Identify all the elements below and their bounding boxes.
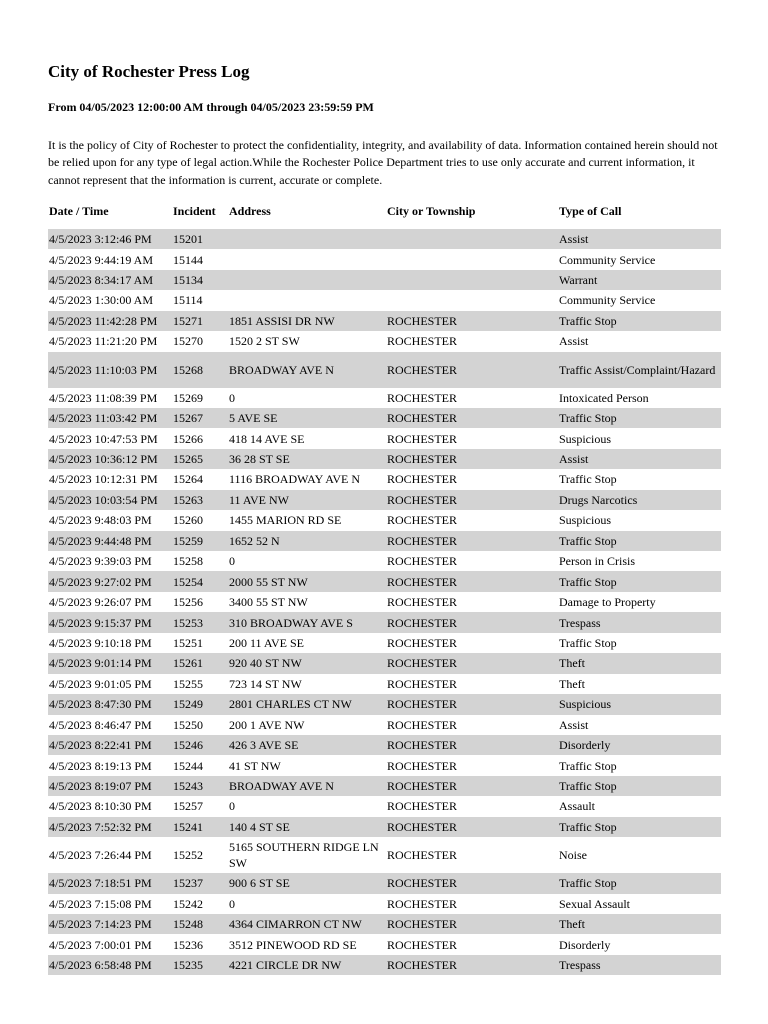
table-row xyxy=(48,755,721,775)
cell-address: 310 BROADWAY AVE S xyxy=(228,612,386,632)
cell-date-time: 4/5/2023 10:47:53 PM xyxy=(49,431,158,446)
table-row xyxy=(48,715,721,735)
cell-type-of-call: Traffic Stop xyxy=(559,758,617,773)
column-header-date-time: Date / Time xyxy=(49,204,109,219)
table-row xyxy=(48,331,721,351)
table-row xyxy=(48,449,721,469)
cell-incident: 15243 xyxy=(172,776,228,796)
table-row xyxy=(48,817,721,837)
cell-address: 1455 MARION RD SE xyxy=(229,513,342,528)
cell-incident: 15235 xyxy=(172,955,228,975)
cell-date-time: 4/5/2023 3:12:46 PM xyxy=(48,229,172,249)
table-row xyxy=(48,510,721,530)
cell-city: ROCHESTER xyxy=(387,896,458,911)
cell-city: ROCHESTER xyxy=(386,735,558,755)
cell-date-time: 4/5/2023 9:15:37 PM xyxy=(48,612,172,632)
cell-city: ROCHESTER xyxy=(386,694,558,714)
cell-address: BROADWAY AVE N xyxy=(228,352,386,388)
cell-incident: 15264 xyxy=(173,472,203,487)
table-header-row xyxy=(48,195,721,229)
cell-address: 200 11 AVE SE xyxy=(229,635,305,650)
table-row xyxy=(48,914,721,934)
cell-type-of-call: Theft xyxy=(559,676,585,691)
cell-city: ROCHESTER xyxy=(386,817,558,837)
table-row xyxy=(48,428,721,448)
cell-city: ROCHESTER xyxy=(386,311,558,331)
cell-date-time: 4/5/2023 11:08:39 PM xyxy=(49,390,158,405)
cell-city: ROCHESTER xyxy=(386,571,558,591)
cell-type-of-call: Trespass xyxy=(558,612,721,632)
cell-address: 418 14 AVE SE xyxy=(229,431,305,446)
cell-type-of-call: Noise xyxy=(559,848,587,863)
cell-incident: 15268 xyxy=(172,352,228,388)
cell-city: ROCHESTER xyxy=(387,472,458,487)
cell-type-of-call: Community Service xyxy=(559,293,656,308)
table-row xyxy=(48,592,721,612)
cell-date-time: 4/5/2023 8:46:47 PM xyxy=(49,717,152,732)
cell-city: ROCHESTER xyxy=(387,758,458,773)
cell-incident: 15269 xyxy=(173,390,203,405)
cell-address: 140 4 ST SE xyxy=(228,817,386,837)
cell-city: ROCHESTER xyxy=(387,937,458,952)
cell-address: 1851 ASSISI DR NW xyxy=(228,311,386,331)
table-body xyxy=(48,229,721,975)
cell-type-of-call: Drugs Narcotics xyxy=(558,490,721,510)
cell-date-time: 4/5/2023 7:00:01 PM xyxy=(49,937,152,952)
date-range: From 04/05/2023 12:00:00 AM through 04/05/2023 23:59:59 PM xyxy=(48,100,374,114)
cell-incident: 15244 xyxy=(173,758,203,773)
cell-date-time: 4/5/2023 11:10:03 PM xyxy=(48,352,172,388)
cell-type-of-call: Traffic Stop xyxy=(558,531,721,551)
cell-incident: 15258 xyxy=(173,554,203,569)
cell-address: 11 AVE NW xyxy=(228,490,386,510)
cell-type-of-call: Suspicious xyxy=(559,513,612,528)
cell-type-of-call: Traffic Stop xyxy=(558,571,721,591)
cell-incident: 15201 xyxy=(172,229,228,249)
cell-incident: 15246 xyxy=(172,735,228,755)
cell-city xyxy=(386,249,558,269)
cell-date-time: 4/5/2023 11:03:42 PM xyxy=(48,408,172,428)
cell-address: 0 xyxy=(229,896,235,911)
cell-address xyxy=(228,270,386,290)
cell-incident: 15134 xyxy=(172,270,228,290)
cell-date-time: 4/5/2023 8:19:07 PM xyxy=(48,776,172,796)
cell-date-time: 4/5/2023 6:58:48 PM xyxy=(48,955,172,975)
cell-type-of-call: Suspicious xyxy=(558,694,721,714)
cell-type-of-call: Disorderly xyxy=(559,937,611,952)
table-row xyxy=(48,408,721,428)
table-row xyxy=(48,290,721,310)
cell-incident: 15253 xyxy=(172,612,228,632)
cell-incident: 15255 xyxy=(173,676,203,691)
cell-type-of-call: Traffic Stop xyxy=(558,776,721,796)
cell-city: ROCHESTER xyxy=(386,955,558,975)
cell-address: 0 xyxy=(229,390,235,405)
cell-address: BROADWAY AVE N xyxy=(228,776,386,796)
cell-incident: 15266 xyxy=(173,431,203,446)
table-row xyxy=(48,388,721,408)
cell-city: ROCHESTER xyxy=(386,490,558,510)
cell-city: ROCHESTER xyxy=(386,408,558,428)
cell-type-of-call: Intoxicated Person xyxy=(559,390,649,405)
cell-city: ROCHESTER xyxy=(387,595,458,610)
cell-type-of-call: Traffic Stop xyxy=(559,472,617,487)
cell-type-of-call: Traffic Stop xyxy=(558,408,721,428)
cell-city: ROCHESTER xyxy=(386,653,558,673)
table-row xyxy=(48,776,721,796)
cell-address: 920 40 ST NW xyxy=(228,653,386,673)
table-row xyxy=(48,571,721,591)
cell-address: 900 6 ST SE xyxy=(228,873,386,893)
cell-type-of-call: Traffic Stop xyxy=(559,635,617,650)
cell-date-time: 4/5/2023 9:10:18 PM xyxy=(49,635,152,650)
table-row xyxy=(48,490,721,510)
cell-city xyxy=(386,270,558,290)
cell-address: 5165 SOUTHERN RIDGE LN SW xyxy=(229,840,379,871)
cell-date-time: 4/5/2023 7:26:44 PM xyxy=(49,848,152,863)
cell-incident: 15261 xyxy=(172,653,228,673)
cell-city: ROCHESTER xyxy=(387,554,458,569)
cell-type-of-call: Assist xyxy=(559,334,589,349)
cell-address: 200 1 AVE NW xyxy=(229,717,305,732)
cell-type-of-call: Theft xyxy=(558,914,721,934)
cell-address: 1520 2 ST SW xyxy=(229,334,300,349)
cell-incident: 15249 xyxy=(172,694,228,714)
cell-incident: 15237 xyxy=(172,873,228,893)
cell-incident: 15242 xyxy=(173,896,203,911)
cell-date-time: 4/5/2023 8:22:41 PM xyxy=(48,735,172,755)
cell-city: ROCHESTER xyxy=(386,449,558,469)
cell-date-time: 4/5/2023 9:27:02 PM xyxy=(48,571,172,591)
column-header-type-of-call: Type of Call xyxy=(559,204,622,219)
cell-date-time: 4/5/2023 9:44:48 PM xyxy=(48,531,172,551)
cell-address: 0 xyxy=(229,554,235,569)
column-header-address: Address xyxy=(229,204,271,219)
cell-date-time: 4/5/2023 10:36:12 PM xyxy=(48,449,172,469)
cell-type-of-call: Community Service xyxy=(559,252,656,267)
cell-city: ROCHESTER xyxy=(386,612,558,632)
cell-address: 1652 52 N xyxy=(228,531,386,551)
cell-incident: 15256 xyxy=(173,595,203,610)
cell-type-of-call: Assist xyxy=(559,717,589,732)
cell-date-time: 4/5/2023 9:01:05 PM xyxy=(49,676,152,691)
cell-date-time: 4/5/2023 9:26:07 PM xyxy=(49,595,152,610)
cell-address: 4221 CIRCLE DR NW xyxy=(228,955,386,975)
cell-incident: 15248 xyxy=(172,914,228,934)
cell-date-time: 4/5/2023 8:10:30 PM xyxy=(49,799,152,814)
cell-address: 3400 55 ST NW xyxy=(229,595,308,610)
cell-date-time: 4/5/2023 9:48:03 PM xyxy=(49,513,152,528)
cell-address: 426 3 AVE SE xyxy=(228,735,386,755)
cell-address: 36 28 ST SE xyxy=(228,449,386,469)
table-row xyxy=(48,653,721,673)
cell-date-time: 4/5/2023 10:12:31 PM xyxy=(49,472,158,487)
cell-date-time: 4/5/2023 7:14:23 PM xyxy=(48,914,172,934)
press-log-table xyxy=(48,195,721,975)
cell-address: 4364 CIMARRON CT NW xyxy=(228,914,386,934)
cell-incident: 15267 xyxy=(172,408,228,428)
cell-type-of-call: Disorderly xyxy=(558,735,721,755)
table-row xyxy=(48,934,721,954)
cell-incident: 15236 xyxy=(173,937,203,952)
table-row xyxy=(48,531,721,551)
table-row xyxy=(48,249,721,269)
cell-address: 3512 PINEWOOD RD SE xyxy=(229,937,357,952)
cell-address xyxy=(228,229,386,249)
cell-incident: 15257 xyxy=(173,799,203,814)
table-row xyxy=(48,955,721,975)
cell-type-of-call: Person in Crisis xyxy=(559,554,636,569)
table-row xyxy=(48,612,721,632)
cell-date-time: 4/5/2023 7:15:08 PM xyxy=(49,896,152,911)
table-row xyxy=(48,551,721,571)
cell-type-of-call: Traffic Stop xyxy=(558,311,721,331)
cell-city: ROCHESTER xyxy=(387,799,458,814)
cell-date-time: 4/5/2023 8:19:13 PM xyxy=(49,758,152,773)
cell-incident: 15263 xyxy=(172,490,228,510)
cell-city: ROCHESTER xyxy=(387,848,458,863)
cell-type-of-call: Traffic Stop xyxy=(558,817,721,837)
table-row xyxy=(48,469,721,489)
cell-city: ROCHESTER xyxy=(387,513,458,528)
cell-type-of-call: Suspicious xyxy=(559,431,612,446)
cell-address: 723 14 ST NW xyxy=(229,676,302,691)
cell-date-time: 4/5/2023 8:47:30 PM xyxy=(48,694,172,714)
cell-address: 2801 CHARLES CT NW xyxy=(228,694,386,714)
cell-incident: 15259 xyxy=(172,531,228,551)
table-row xyxy=(48,229,721,249)
cell-address: 1116 BROADWAY AVE N xyxy=(229,472,361,487)
cell-date-time: 4/5/2023 11:21:20 PM xyxy=(49,334,158,349)
cell-type-of-call: Traffic Stop xyxy=(558,873,721,893)
table-row xyxy=(48,735,721,755)
cell-city: ROCHESTER xyxy=(387,390,458,405)
cell-address xyxy=(228,290,386,310)
cell-address: 5 AVE SE xyxy=(228,408,386,428)
press-log-page xyxy=(48,60,721,975)
cell-date-time: 4/5/2023 7:18:51 PM xyxy=(48,873,172,893)
table-row xyxy=(48,694,721,714)
table-row xyxy=(48,674,721,694)
cell-type-of-call: Damage to Property xyxy=(559,595,656,610)
cell-address: 2000 55 ST NW xyxy=(228,571,386,591)
cell-incident: 15270 xyxy=(173,334,203,349)
cell-date-time: 4/5/2023 9:44:19 AM xyxy=(49,252,154,267)
cell-address: 41 ST NW xyxy=(229,758,281,773)
cell-address xyxy=(228,249,386,269)
cell-type-of-call: Traffic Assist/Complaint/Hazard xyxy=(558,352,721,388)
cell-city xyxy=(386,229,558,249)
cell-incident: 15250 xyxy=(173,717,203,732)
cell-address: 0 xyxy=(229,799,235,814)
cell-date-time: 4/5/2023 8:34:17 AM xyxy=(48,270,172,290)
cell-incident: 15265 xyxy=(172,449,228,469)
page-title: City of Rochester Press Log xyxy=(48,62,250,81)
cell-type-of-call: Trespass xyxy=(558,955,721,975)
table-row xyxy=(48,873,721,893)
cell-city: ROCHESTER xyxy=(386,873,558,893)
cell-city xyxy=(386,290,558,310)
cell-city: ROCHESTER xyxy=(387,334,458,349)
cell-type-of-call: Warrant xyxy=(558,270,721,290)
table-row xyxy=(48,894,721,914)
cell-city: ROCHESTER xyxy=(386,531,558,551)
cell-incident: 15251 xyxy=(173,635,203,650)
cell-date-time: 4/5/2023 7:52:32 PM xyxy=(48,817,172,837)
table-row xyxy=(48,796,721,816)
table-row xyxy=(48,270,721,290)
column-header-city: City or Township xyxy=(387,204,476,219)
cell-date-time: 4/5/2023 9:39:03 PM xyxy=(49,554,152,569)
cell-type-of-call: Assist xyxy=(558,229,721,249)
cell-incident: 15254 xyxy=(172,571,228,591)
cell-incident: 15252 xyxy=(173,848,203,863)
cell-city: ROCHESTER xyxy=(387,676,458,691)
cell-date-time: 4/5/2023 10:03:54 PM xyxy=(48,490,172,510)
cell-incident: 15260 xyxy=(173,513,203,528)
cell-incident: 15271 xyxy=(172,311,228,331)
cell-city: ROCHESTER xyxy=(386,776,558,796)
cell-date-time: 4/5/2023 9:01:14 PM xyxy=(48,653,172,673)
table-row xyxy=(48,311,721,331)
cell-city: ROCHESTER xyxy=(386,914,558,934)
table-row xyxy=(48,633,721,653)
cell-city: ROCHESTER xyxy=(387,635,458,650)
cell-incident: 15114 xyxy=(173,293,203,308)
table-row xyxy=(48,837,721,873)
policy-disclaimer: It is the policy of City of Rochester to protect the confidentiality, integrity, and availability of data. Information contained herein should not be relied upon for any type of legal action.While the Rochester Police Department tries to use only accurate and current information, it cannot represent that the information is current, accurate or complete. xyxy=(48,138,718,187)
cell-type-of-call: Theft xyxy=(558,653,721,673)
cell-city: ROCHESTER xyxy=(387,431,458,446)
cell-type-of-call: Assault xyxy=(559,799,595,814)
cell-incident: 15241 xyxy=(172,817,228,837)
column-header-incident: Incident xyxy=(173,204,216,219)
cell-type-of-call: Sexual Assault xyxy=(559,896,630,911)
cell-city: ROCHESTER xyxy=(386,352,558,388)
cell-incident: 15144 xyxy=(173,252,203,267)
cell-type-of-call: Assist xyxy=(558,449,721,469)
cell-city: ROCHESTER xyxy=(387,717,458,732)
table-row xyxy=(48,352,721,388)
cell-date-time: 4/5/2023 1:30:00 AM xyxy=(49,293,154,308)
cell-date-time: 4/5/2023 11:42:28 PM xyxy=(48,311,172,331)
